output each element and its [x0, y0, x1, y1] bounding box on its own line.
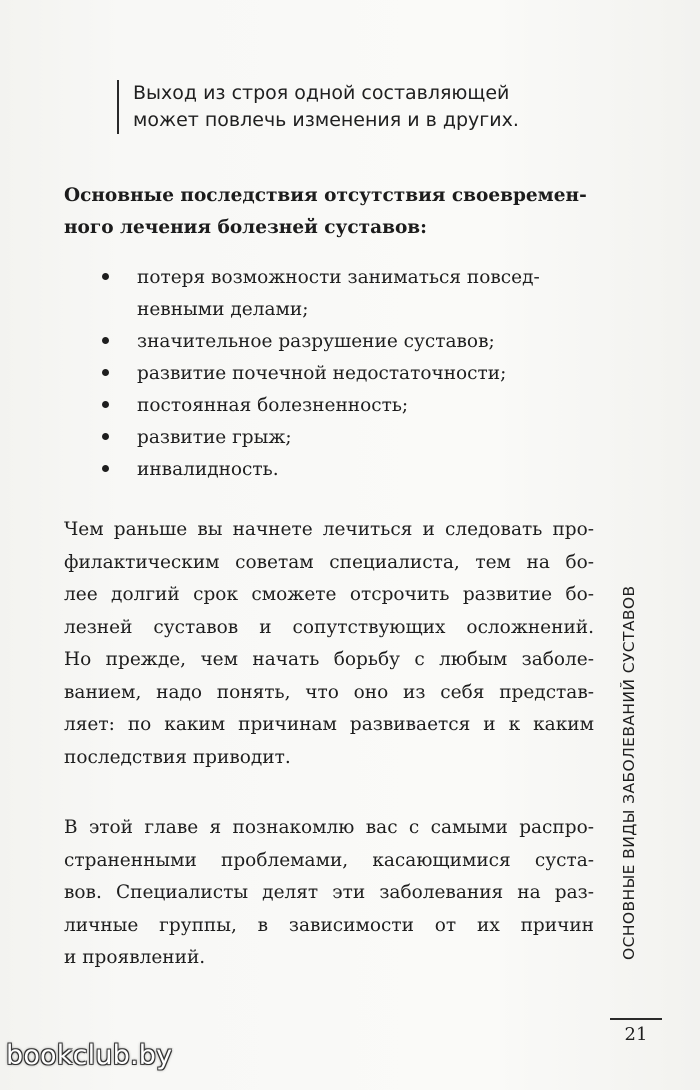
- quote-line: Выход из строя одной составляющей: [133, 82, 510, 104]
- consequences-list: [64, 262, 594, 486]
- list-item-text: развитие почечной недостаточности;: [137, 363, 507, 384]
- list-heading-line: ного лечения болезней суставов:: [64, 217, 427, 238]
- list-heading-line: Основные последствия отсутствия своевремен-: [64, 185, 587, 206]
- quote-line: может повлечь изменения и в других.: [133, 109, 519, 131]
- paragraph-line: страненными проблемами, касающимися суста-: [64, 849, 594, 871]
- list-item-text: значительное разрушение суставов;: [137, 331, 495, 352]
- pull-quote: [117, 80, 603, 134]
- body-paragraph: [64, 812, 594, 975]
- watermark: bookclub.by: [6, 1040, 173, 1071]
- bullet-icon: [102, 337, 109, 344]
- page-number-rule: [610, 1018, 662, 1020]
- paragraph-line: и проявлений.: [64, 947, 206, 968]
- running-head: ОСНОВНЫЕ ВИДЫ ЗАБОЛЕВАНИЙ СУСТАВОВ: [620, 585, 638, 960]
- paragraph-line: лее долгий срок сможете отсрочить развитие бо-: [64, 584, 594, 605]
- paragraph-line: ванием, надо понять, что оно из себя представ-: [64, 681, 594, 703]
- list-item: [64, 262, 594, 326]
- list-item-text: потеря возможности заниматься повсед-: [137, 267, 540, 288]
- paragraph-line: В этой главе я познакомлю вас с самыми распро-: [64, 817, 594, 838]
- list-item-text: инвалидность.: [137, 459, 279, 480]
- page-number: 21: [624, 1024, 648, 1045]
- bullet-icon: [102, 369, 109, 376]
- list-item: [64, 326, 594, 358]
- paragraph-line: последствия приводит.: [64, 746, 291, 768]
- bullet-icon: [102, 433, 109, 440]
- paragraph-line: личные группы, в зависимости от их причин: [64, 914, 594, 936]
- paragraph-line: филактическим советам специалиста, тем на бо-: [64, 551, 594, 573]
- bullet-icon: [102, 401, 109, 408]
- list-item: [64, 454, 594, 486]
- list-item: [64, 358, 594, 390]
- bullet-icon: [102, 465, 109, 472]
- paragraph-line: лезней суставов и сопутствующих осложнений.: [64, 616, 594, 638]
- paragraph-line: вов. Специалисты делят эти заболевания на раз-: [64, 882, 594, 903]
- list-item: [64, 422, 594, 454]
- list-item: [64, 390, 594, 422]
- paragraph-line: ляет: по каким причинам развивается и к каким: [64, 714, 594, 735]
- list-heading: [64, 180, 594, 244]
- bullet-icon: [102, 273, 109, 280]
- paragraph-line: Но прежде, чем начать борьбу с любым заболе-: [64, 649, 594, 670]
- list-item-text: развитие грыж;: [137, 427, 292, 448]
- body-paragraph: [64, 514, 594, 774]
- list-item-text-continued: невными делами;: [137, 299, 309, 320]
- paragraph-line: Чем раньше вы начнете лечиться и следовать про-: [64, 519, 594, 540]
- list-item-text: постоянная болезненность;: [137, 395, 409, 416]
